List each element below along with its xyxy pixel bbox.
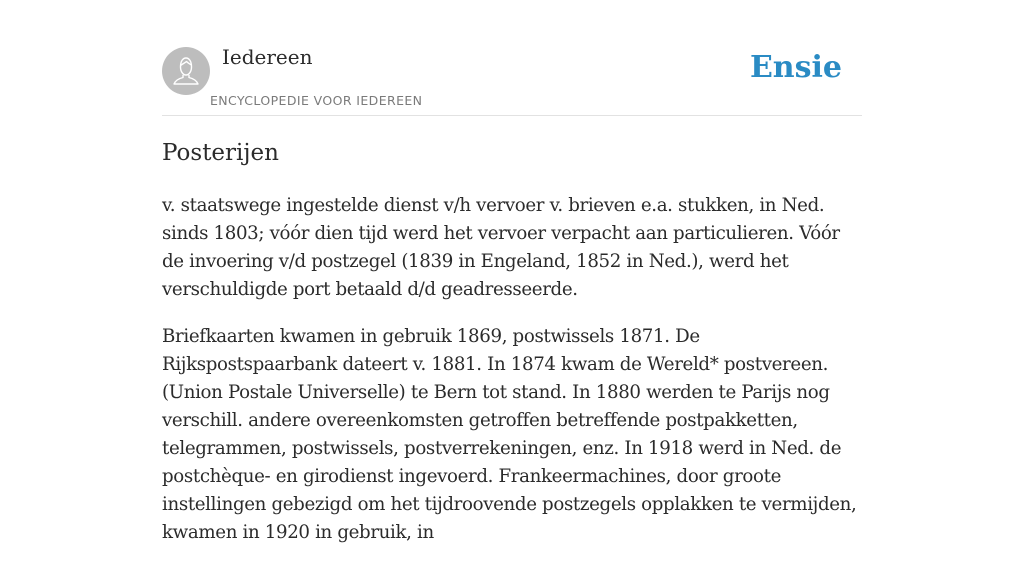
article-paragraph: Briefkaarten kwamen in gebruik 1869, postwissels 1871. De Rijkspostspaarbank dateert v. 1881. In 1874 kwam de Wereld* postvereen. (Union Postale Universelle) te Bern tot stand. In 1880 werden te Parijs nog verschill. andere overeenkomsten getroffen betreffende postpakketten, telegrammen, postwissels, postverrekeningen, enz. In 1918 werd in Ned. de postchèque- en girodienst ingevoerd. Frankeermachines, door groote instellingen gebezigd om het tijdroovende postzegels opplakken te vermijden, kwamen in 1920 in gebruik, in	[162, 326, 857, 543]
user-silhouette-icon	[162, 47, 210, 95]
header	[162, 0, 862, 116]
author-subtitle: ENCYCLOPEDIE VOOR IEDEREEN	[210, 93, 423, 108]
article-title: Posterijen	[162, 140, 279, 166]
page	[162, 0, 862, 543]
article-body	[162, 192, 862, 566]
brand-logo-link[interactable]: Ensie	[749, 50, 842, 85]
author-name-link[interactable]: Iedereen	[222, 45, 313, 69]
avatar[interactable]	[162, 47, 210, 95]
article-paragraph: v. staatswege ingestelde dienst v/h vervoer v. brieven e.a. stukken, in Ned. sinds 1803; vóór dien tijd werd het vervoer verpacht aan particulieren. Vóór de invoering v/d postzegel (1839 in Engeland, 1852 in Ned.), werd het verschuldigde port betaald d/d geadresseerde.	[162, 195, 840, 300]
